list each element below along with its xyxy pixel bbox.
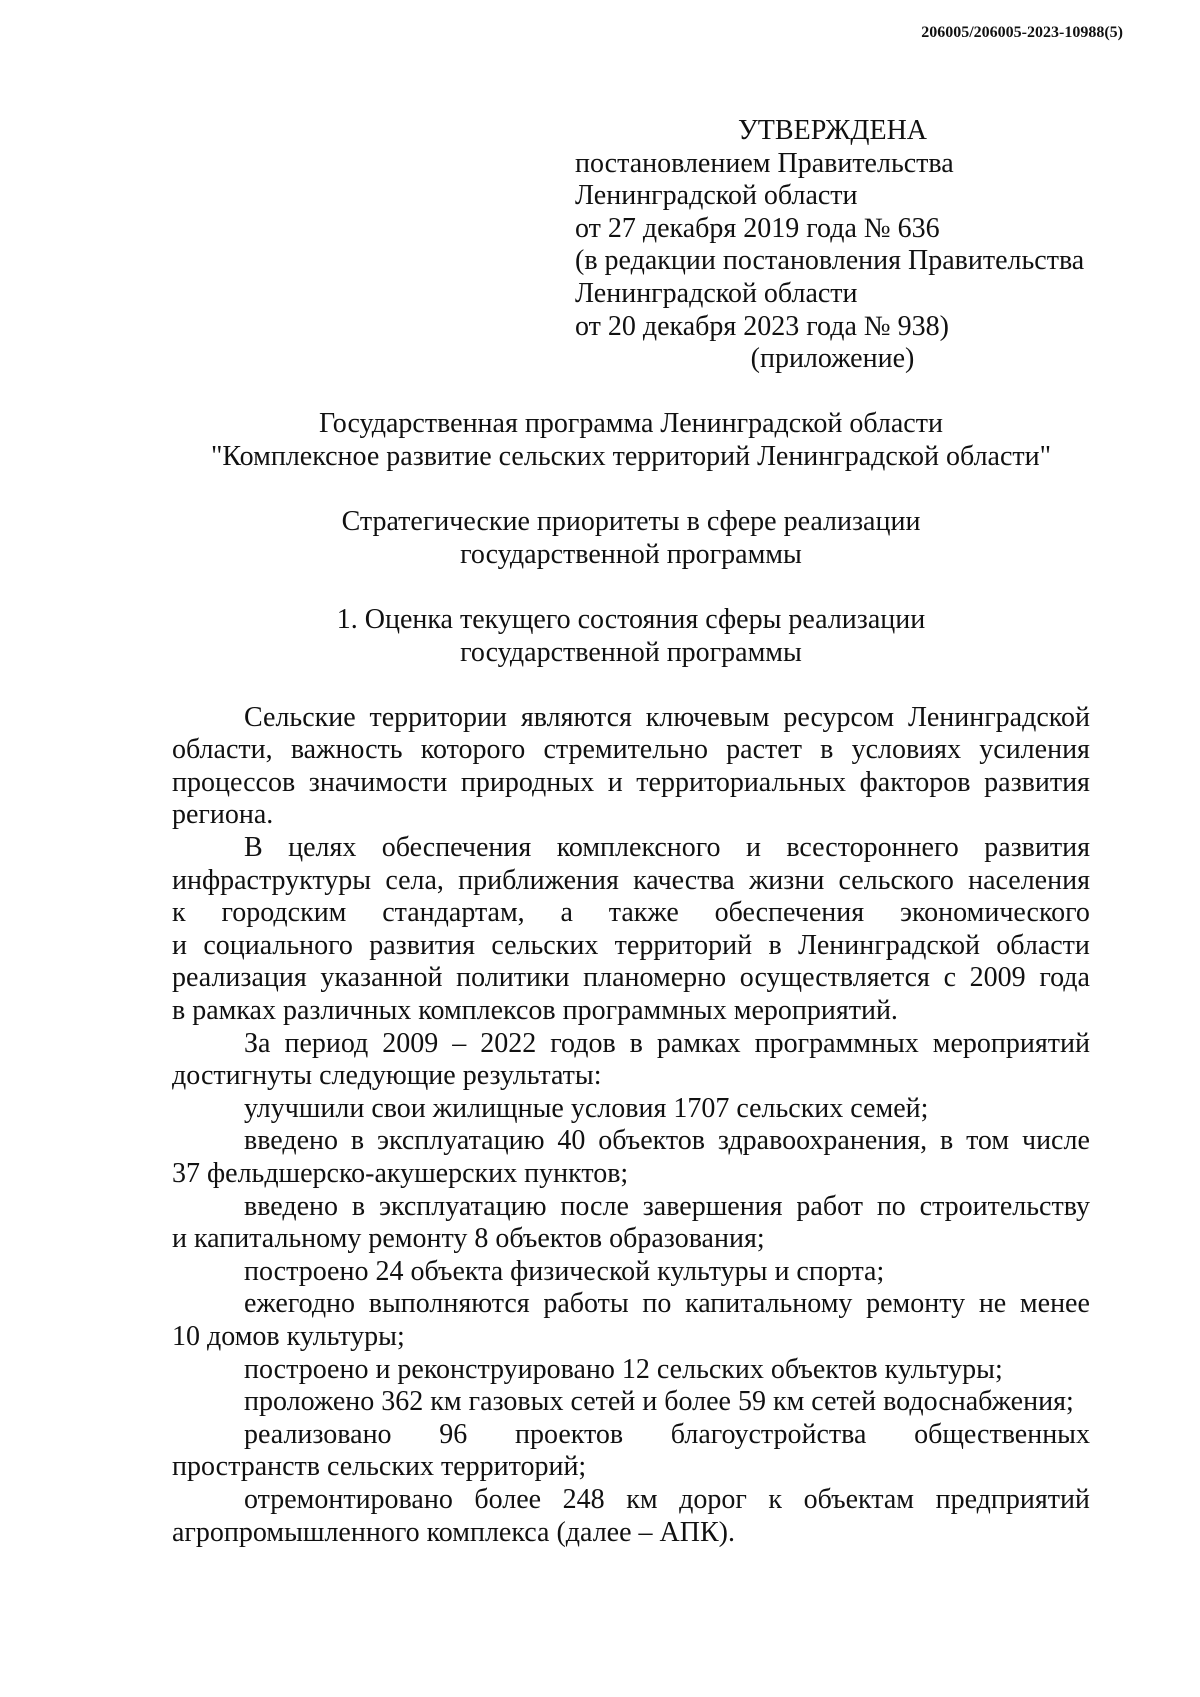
word: условиях xyxy=(851,734,962,766)
paragraph-line: улучшили свои жилищные условия 1707 сельских семей; xyxy=(244,1092,929,1124)
word: обеспечения xyxy=(714,897,865,929)
body-paragraph xyxy=(172,702,1090,832)
paragraph-line xyxy=(172,1484,1090,1517)
word: развития xyxy=(369,929,476,961)
word: 248 xyxy=(562,1483,605,1515)
word: и xyxy=(607,766,623,798)
paragraph-line xyxy=(172,767,1090,800)
paragraph-line xyxy=(172,897,1090,930)
word: здравоохранения, xyxy=(717,1125,928,1157)
word: том xyxy=(966,1125,1010,1157)
paragraph-line xyxy=(172,702,1090,735)
word: В xyxy=(244,832,263,864)
word: 2009 xyxy=(382,1027,439,1059)
word: городским xyxy=(221,897,347,929)
paragraph-line xyxy=(172,930,1090,963)
word: социального xyxy=(203,929,353,961)
word: ключевым xyxy=(645,701,770,733)
word: работ xyxy=(796,1190,863,1222)
approval-block xyxy=(575,115,1090,376)
word: объектам xyxy=(803,1483,915,1515)
word: приближения xyxy=(458,864,619,896)
paragraph-line xyxy=(172,1028,1090,1061)
word: населения xyxy=(968,864,1090,896)
word: 96 xyxy=(439,1418,468,1450)
body-paragraph xyxy=(172,1288,1090,1353)
word: эксплуатацию xyxy=(378,1190,547,1222)
word: реализация xyxy=(172,962,307,994)
word: благоустройства xyxy=(670,1418,867,1450)
word: в xyxy=(820,734,834,766)
body-paragraph xyxy=(172,1419,1090,1484)
body-text xyxy=(172,702,1090,1549)
word: развития xyxy=(984,766,1090,798)
section-heading-line: 1. Оценка текущего состояния сферы реализации xyxy=(336,603,926,635)
word: не xyxy=(978,1288,1007,1320)
paragraph-line xyxy=(172,1419,1090,1452)
word: к xyxy=(172,897,186,929)
word: годов xyxy=(550,1027,616,1059)
word: территориальных xyxy=(636,766,847,798)
word: мероприятий xyxy=(932,1027,1090,1059)
word: менее xyxy=(1019,1288,1090,1320)
word: капитальному xyxy=(685,1288,853,1320)
word: области, xyxy=(172,734,273,766)
word: в xyxy=(939,1125,954,1157)
word: и xyxy=(745,832,761,864)
word: в xyxy=(350,1125,365,1157)
document-registration-number: 206005/206005-2023-10988(5) xyxy=(921,24,1123,41)
approval-line: от 27 декабря 2019 года № 636 xyxy=(575,212,940,244)
paragraph-line xyxy=(172,1288,1090,1321)
word: эксплуатацию xyxy=(376,1125,545,1157)
word: дорог xyxy=(679,1483,747,1515)
approval-line: Ленинградской области xyxy=(575,180,858,212)
paragraph-line xyxy=(172,734,1090,767)
word: по xyxy=(876,1190,906,1222)
word: процессов xyxy=(172,766,296,798)
word: комплексного xyxy=(556,832,721,864)
word: стремительно xyxy=(543,734,708,766)
paragraph-line: достигнуты следующие результаты: xyxy=(172,1060,602,1092)
word: 40 xyxy=(557,1125,586,1157)
word: стандартам, xyxy=(382,897,525,929)
word: сельских xyxy=(491,929,599,961)
paragraph-line: 37 фельдшерско-акушерских пунктов; xyxy=(172,1158,629,1189)
word: планомерно xyxy=(583,962,727,994)
word: которого xyxy=(420,734,526,766)
word: в xyxy=(351,1190,366,1222)
word: в xyxy=(629,1027,643,1059)
strategic-heading xyxy=(172,506,1090,571)
word: программных xyxy=(754,1027,919,1059)
word: значимости xyxy=(308,766,448,798)
word: 2009 xyxy=(969,962,1026,994)
body-paragraph xyxy=(172,1028,1090,1093)
paragraph-line xyxy=(172,865,1090,898)
word: территорий xyxy=(614,929,753,961)
word: введено xyxy=(244,1190,338,1222)
approval-line: от 20 декабря 2023 года № 938) xyxy=(575,310,949,342)
word: Сельские xyxy=(244,701,356,733)
approval-line: постановлением Правительства xyxy=(575,147,954,179)
word: факторов xyxy=(859,766,971,798)
word: после xyxy=(560,1190,629,1222)
word: отремонтировано xyxy=(244,1483,453,1515)
word: усиления xyxy=(979,734,1090,766)
word: осуществляется xyxy=(739,962,930,994)
word: км xyxy=(626,1483,658,1515)
word: инфраструктуры xyxy=(172,864,372,896)
word: села, xyxy=(385,864,444,896)
word: года xyxy=(1039,962,1090,994)
document-content xyxy=(172,115,1090,1549)
word: работы xyxy=(543,1288,629,1320)
body-paragraph xyxy=(172,1125,1090,1190)
word: выполняются xyxy=(368,1288,530,1320)
word: числе xyxy=(1021,1125,1090,1157)
word: растет xyxy=(726,734,802,766)
word: реализовано xyxy=(244,1418,392,1450)
body-paragraph xyxy=(172,832,1090,1028)
word: экономического xyxy=(899,897,1090,929)
strategic-heading-line: Стратегические приоритеты в сфере реализации xyxy=(341,506,921,538)
paragraph-line: в рамках различных комплексов программных мероприятий. xyxy=(172,995,898,1027)
word: более xyxy=(474,1483,542,1515)
word: в xyxy=(768,929,782,961)
program-title xyxy=(172,408,1090,473)
approval-title: УТВЕРЖДЕНА xyxy=(737,115,928,146)
paragraph-line: агропромышленного комплекса (далее – АПК). xyxy=(172,1516,735,1548)
word: указанной xyxy=(320,962,443,994)
word: введено xyxy=(244,1125,338,1157)
approval-note: (приложение) xyxy=(750,343,915,375)
word: общественных xyxy=(914,1418,1090,1450)
word: Ленинградской xyxy=(908,701,1090,733)
program-title-line: Государственная программа Ленинградской области xyxy=(319,408,943,440)
word: обеспечения xyxy=(381,832,532,864)
word: ремонту xyxy=(866,1288,966,1320)
word: жизни xyxy=(748,864,825,896)
word: рамках xyxy=(656,1027,741,1059)
section-heading-line: государственной программы xyxy=(460,636,802,668)
paragraph-line xyxy=(172,962,1090,995)
paragraph-line xyxy=(172,832,1090,865)
paragraph-line: и капитальному ремонту 8 объектов образования; xyxy=(172,1223,765,1255)
paragraph-line xyxy=(172,1191,1090,1224)
word: области xyxy=(996,929,1090,961)
word: а xyxy=(560,897,573,929)
word: предприятий xyxy=(935,1483,1090,1515)
word: важность xyxy=(290,734,403,766)
program-title-line: "Комплексное развитие сельских территорий Ленинградской области" xyxy=(210,440,1052,472)
word: объектов xyxy=(598,1125,705,1157)
word: по xyxy=(642,1288,672,1320)
word: с xyxy=(943,962,957,994)
word: 2022 xyxy=(480,1027,537,1059)
word: завершения xyxy=(642,1190,783,1222)
word: качества xyxy=(633,864,735,896)
word: ежегодно xyxy=(244,1288,356,1320)
section-heading xyxy=(172,604,1090,669)
paragraph-line: пространств сельских территорий; xyxy=(172,1451,587,1483)
word: ресурсом xyxy=(783,701,895,733)
word: За xyxy=(244,1027,271,1059)
word: – xyxy=(452,1027,467,1059)
body-paragraph xyxy=(172,1386,1090,1419)
word: природных xyxy=(460,766,595,798)
word: целях xyxy=(288,832,357,864)
body-paragraph xyxy=(172,1484,1090,1549)
approval-line: Ленинградской области xyxy=(575,277,858,309)
word: строительству xyxy=(919,1190,1090,1222)
paragraph-line: проложено 362 км газовых сетей и более 59 км сетей водоснабжения; xyxy=(244,1386,1074,1418)
body-paragraph xyxy=(172,1093,1090,1126)
strategic-heading-line: государственной программы xyxy=(460,538,802,570)
word: являются xyxy=(520,701,632,733)
body-paragraph xyxy=(172,1191,1090,1256)
word: также xyxy=(608,897,679,929)
body-paragraph xyxy=(172,1354,1090,1387)
paragraph-line: региона. xyxy=(172,799,274,831)
word: к xyxy=(768,1483,783,1515)
paragraph-line: построено и реконструировано 12 сельских объектов культуры; xyxy=(244,1353,1003,1385)
word: территории xyxy=(369,701,507,733)
word: период xyxy=(284,1027,369,1059)
paragraph-line: 10 домов культуры; xyxy=(172,1320,405,1352)
word: Ленинградской xyxy=(798,929,980,961)
body-paragraph xyxy=(172,1256,1090,1289)
word: развития xyxy=(984,832,1090,864)
word: всестороннего xyxy=(786,832,959,864)
paragraph-line xyxy=(172,1125,1090,1158)
paragraph-line: построено 24 объекта физической культуры и спорта; xyxy=(244,1255,885,1287)
word: политики xyxy=(456,962,570,994)
word: сельского xyxy=(838,864,954,896)
word: проектов xyxy=(515,1418,624,1450)
approval-line: (в редакции постановления Правительства xyxy=(575,245,1085,277)
word: и xyxy=(172,929,187,961)
